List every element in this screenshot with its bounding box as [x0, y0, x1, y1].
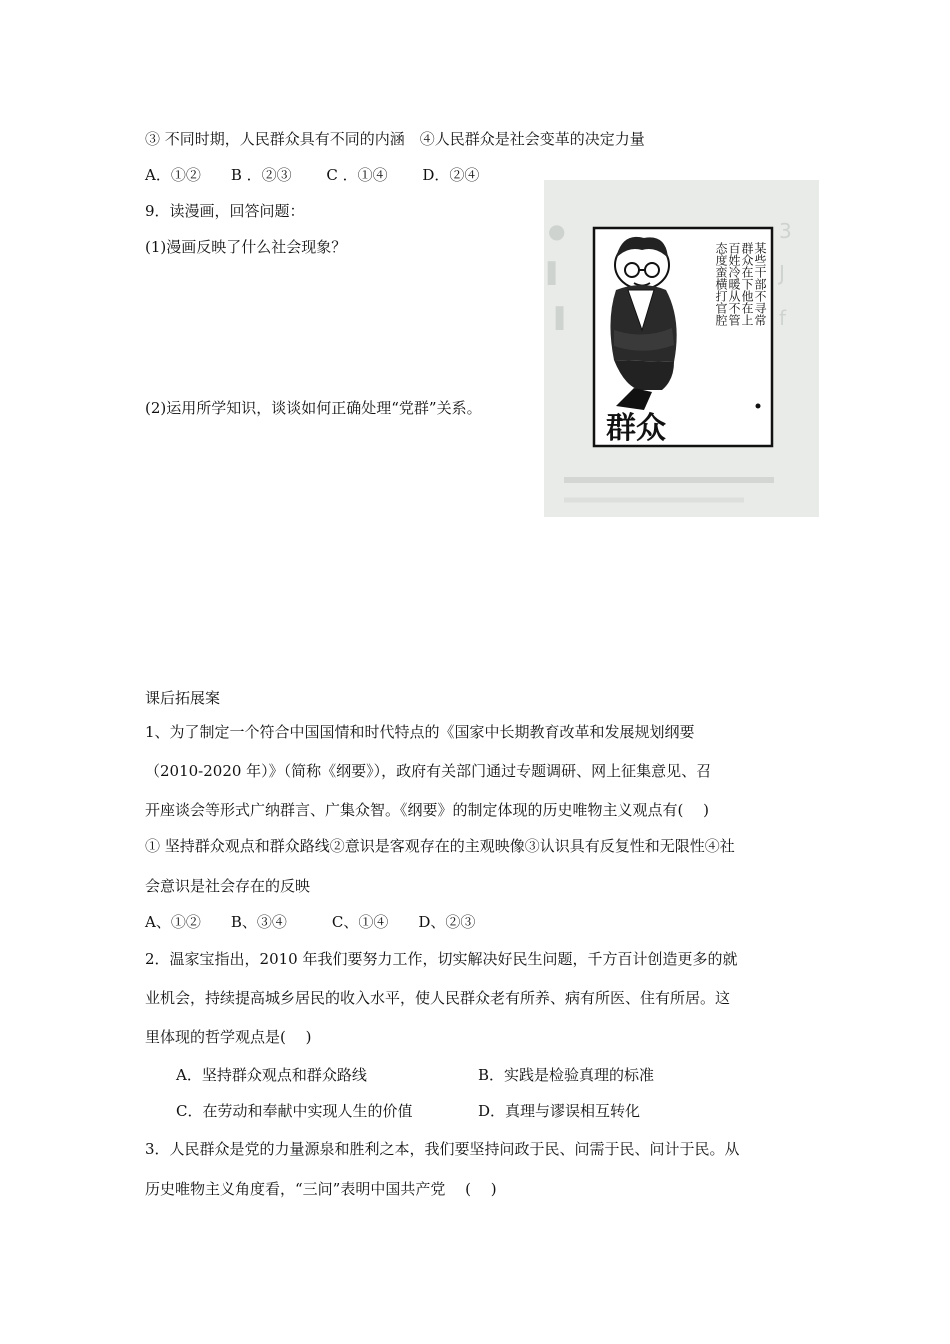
section-title: 课后拓展案: [145, 689, 221, 707]
q1-line-1: 1、为了制定一个符合中国国情和时代特点的《国家中长期教育改革和发展规划纲要: [145, 723, 695, 741]
cartoon-image: [544, 180, 819, 517]
q2-option-d: D．真理与谬误相互转化: [478, 1102, 641, 1120]
cartoon-text-col4: 态度蛮横打官腔: [714, 242, 728, 326]
q2-option-a: A．坚持群众观点和群众路线: [176, 1066, 367, 1084]
q2-line-1: 2．温家宝指出，2010 年我们要努力工作，切实解决好民生问题，千方百计创造更多的就: [145, 950, 738, 968]
svg-text:群众: 群众: [606, 411, 666, 446]
statements-line: ③ 不同时期，人民群众具有不同的内涵 ④人民群众是社会变革的决定力量: [145, 130, 645, 148]
svg-text:▐: ▐: [548, 306, 564, 330]
q2-option-c: C．在劳动和奉献中实现人生的价值: [176, 1102, 413, 1120]
question-9-part-1: (1)漫画反映了什么社会现象？: [145, 238, 347, 256]
q1-line-3: 开座谈会等形式广纳群言、广集众智。《纲要》的制定体现的历史唯物主义观点有( ): [145, 801, 709, 819]
q2-line-2: 业机会，持续提高城乡居民的收入水平，使人民群众老有所养、病有所医、住有所居。这: [145, 989, 731, 1007]
q3-line-2: 历史唯物主义角度看，“三问”表明中国共产党 ( ): [145, 1180, 497, 1198]
question-9-part-2: (2)运用所学知识，谈谈如何正确处理“党群”关系。: [145, 399, 482, 417]
cartoon-base-label: [606, 411, 666, 446]
q1-line-5: 会意识是社会存在的反映: [145, 877, 311, 895]
q2-line-3: 里体现的哲学观点是( ): [145, 1028, 312, 1046]
cartoon-text-col3: 百姓冷暖从不管: [727, 242, 741, 326]
q1-options: A、①② B、③④ C、①④ D、②③: [145, 913, 476, 931]
answer-options-q8: A．①② B ．②③ C ．①④ D．②④: [145, 166, 480, 184]
question-9-title: 9．读漫画，回答问题：: [145, 202, 305, 220]
q3-line-1: 3．人民群众是党的力量源泉和胜利之本，我们要坚持问政于民、问需于民、问计于民。从: [145, 1140, 740, 1158]
cartoon-text-col2: 群众在下他在上: [740, 242, 754, 326]
q2-option-b: B．实践是检验真理的标准: [478, 1066, 655, 1084]
q1-line-4: ① 坚持群众观点和群众路线②意识是客观存在的主观映像③认识具有反复性和无限性④社: [145, 837, 735, 855]
svg-text:J: J: [779, 261, 785, 285]
svg-text:3: 3: [779, 219, 792, 243]
svg-text:▌: ▌: [548, 261, 564, 285]
q1-line-2: （2010-2020 年）》（简称《纲要》），政府有关部门通过专题调研、网上征集意见、召: [145, 762, 712, 780]
svg-text:●: ●: [548, 219, 566, 243]
svg-text:f: f: [779, 306, 787, 330]
cartoon-text-col1: 某些干部不寻常: [753, 242, 767, 326]
